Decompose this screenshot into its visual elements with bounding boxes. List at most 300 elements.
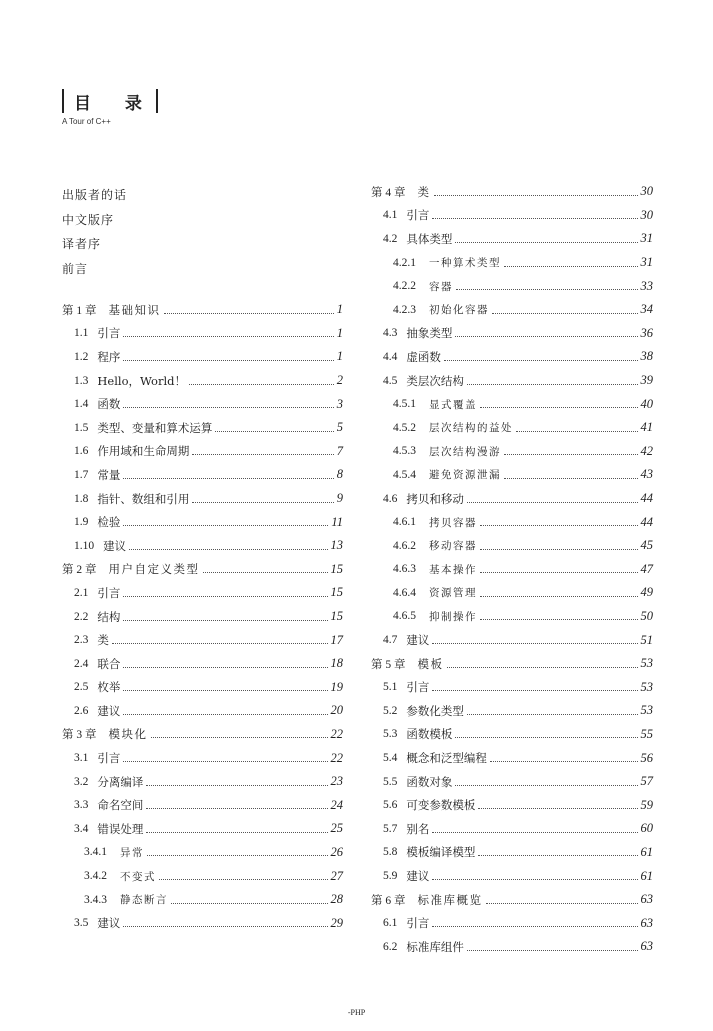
front-matter-item[interactable]: 前言 [62, 261, 89, 276]
toc-section-entry[interactable] [371, 487, 653, 511]
toc-entry-number: 6.2 [383, 940, 398, 953]
toc-entry-title: 虚函数 [406, 349, 441, 364]
toc-entry-number: 4.2.2 [393, 280, 416, 293]
toc-entry-page: 34 [640, 302, 653, 317]
toc-entry-number: 6.1 [383, 917, 398, 930]
toc-entry-page: 60 [640, 821, 653, 836]
toc-entry-title: 避免资源泄漏 [429, 469, 501, 482]
dot-leader [123, 406, 333, 408]
toc-entry-number: 5.9 [383, 870, 398, 883]
toc-entry-title: 作用域和生命周期 [97, 444, 190, 459]
toc-entry-number: 4.5.3 [393, 445, 416, 458]
toc-entry-number: 3.1 [74, 752, 89, 765]
dot-leader [467, 501, 638, 503]
toc-sub-entry[interactable] [62, 864, 343, 888]
toc-section-entry[interactable] [371, 911, 653, 935]
toc-entry-title: 引言 [97, 585, 121, 600]
toc-section-entry[interactable] [62, 581, 343, 605]
toc-entry-number: 3.3 [74, 799, 89, 812]
toc-entry-number: 5.4 [383, 752, 398, 765]
toc-entry-title: 引言 [406, 916, 430, 931]
dot-leader [146, 784, 327, 786]
toc-entry-number: 1.2 [74, 350, 89, 363]
toc-right-column [371, 180, 653, 959]
toc-entry-page: 1 [336, 302, 343, 317]
front-matter-list [62, 183, 127, 281]
dot-leader [432, 878, 637, 880]
dot-leader [504, 453, 638, 455]
toc-entry-page: 22 [330, 726, 343, 741]
toc-section-entry[interactable] [371, 770, 653, 794]
toc-entry-number: 5.8 [383, 846, 398, 859]
toc-entry-number: 第 6 章 [371, 894, 406, 907]
toc-entry-title: 引言 [97, 751, 121, 766]
toc-entry-number: 1.1 [74, 327, 89, 340]
toc-entry-page: 63 [640, 939, 653, 954]
toc-entry-title: 类 [417, 184, 431, 199]
toc-entry-page: 28 [330, 892, 343, 907]
toc-entry-number: 3.4.1 [84, 846, 107, 859]
dot-leader [164, 312, 334, 314]
toc-entry-title: 显式覆盖 [429, 398, 477, 411]
dot-leader [480, 406, 638, 408]
toc-sub-entry[interactable] [371, 581, 653, 605]
toc-entry-number: 1.6 [74, 445, 89, 458]
toc-entry-page: 47 [640, 561, 653, 576]
toc-entry-number: 3.4.3 [84, 893, 107, 906]
toc-entry-page: 19 [330, 679, 343, 694]
toc-chapter-entry[interactable] [62, 723, 343, 747]
toc-section-entry[interactable] [62, 628, 343, 652]
toc-entry-number: 4.6.4 [393, 586, 416, 599]
toc-entry-title: 建议 [97, 916, 121, 931]
dot-leader [455, 241, 637, 243]
toc-section-entry[interactable] [62, 652, 343, 676]
toc-section-entry[interactable] [371, 723, 653, 747]
toc-entry-number: 4.5.2 [393, 421, 416, 434]
dot-leader [123, 335, 333, 337]
dot-leader [504, 265, 638, 267]
toc-entry-page: 25 [330, 821, 343, 836]
toc-entry-title: Hello，World！ [97, 373, 186, 388]
toc-entry-page: 49 [640, 585, 653, 600]
toc-entry-title: 类型、变量和算术运算 [97, 420, 213, 435]
toc-entry-title: 类层次结构 [406, 373, 464, 388]
toc-entry-title: 标准库组件 [406, 939, 464, 954]
dot-leader [492, 312, 638, 314]
toc-section-entry[interactable] [371, 204, 653, 228]
toc-entry-page: 27 [330, 868, 343, 883]
toc-entry-page: 31 [640, 231, 653, 246]
toc-section-entry[interactable] [62, 487, 343, 511]
dot-leader [444, 359, 638, 361]
title-row [62, 88, 158, 114]
toc-entry-page: 59 [640, 797, 653, 812]
dot-leader [112, 642, 328, 644]
toc-entry-title: 错误处理 [97, 821, 144, 836]
toc-entry-title: 标准库概览 [417, 892, 483, 907]
toc-entry-number: 第 5 章 [371, 658, 406, 671]
toc-entry-page: 18 [330, 656, 343, 671]
toc-entry-number: 3.2 [74, 775, 89, 788]
toc-entry-page: 9 [336, 491, 343, 506]
dot-leader [480, 595, 638, 597]
toc-entry-number: 2.5 [74, 681, 89, 694]
toc-sub-entry[interactable] [371, 274, 653, 298]
toc-entry-title: 资源管理 [429, 587, 477, 600]
toc-entry-page: 51 [640, 632, 653, 647]
dot-leader [123, 925, 327, 927]
toc-entry-title: 类 [97, 633, 109, 648]
toc-entry-number: 3.5 [74, 917, 89, 930]
toc-section-entry[interactable] [371, 369, 653, 393]
toc-entry-number: 2.2 [74, 610, 89, 623]
toc-entry-number: 4.4 [383, 350, 398, 363]
toc-header [62, 88, 158, 126]
toc-entry-number: 4.5 [383, 374, 398, 387]
toc-entry-page: 38 [640, 349, 653, 364]
toc-section-entry[interactable] [371, 935, 653, 959]
toc-section-entry[interactable] [62, 793, 343, 817]
toc-entry-title: 检验 [97, 515, 121, 530]
toc-entry-page: 50 [640, 608, 653, 623]
dot-leader [171, 902, 328, 904]
dot-leader [504, 477, 638, 479]
toc-sub-entry[interactable] [371, 416, 653, 440]
title-right-bar [156, 89, 158, 113]
toc-entry-title: 静态断言 [120, 894, 168, 907]
toc-section-entry[interactable] [371, 793, 653, 817]
toc-section-entry[interactable] [62, 369, 343, 393]
dot-leader [455, 335, 637, 337]
toc-entry-page: 56 [640, 750, 653, 765]
toc-entry-title: 初始化容器 [429, 304, 489, 317]
toc-entry-title: 联合 [97, 656, 121, 671]
dot-leader [467, 949, 638, 951]
toc-entry-title: 抽象类型 [406, 326, 453, 341]
dot-leader [146, 831, 327, 833]
toc-sub-entry[interactable] [371, 558, 653, 582]
toc-entry-page: 22 [330, 750, 343, 765]
dot-leader [192, 501, 333, 503]
toc-section-entry[interactable] [371, 699, 653, 723]
toc-section-entry[interactable] [371, 345, 653, 369]
toc-entry-number: 第 2 章 [62, 564, 97, 577]
toc-entry-number: 4.1 [383, 209, 398, 222]
dot-leader [215, 430, 333, 432]
toc-chapter-entry[interactable] [62, 558, 343, 582]
toc-entry-number: 4.6.3 [393, 563, 416, 576]
toc-entry-page: 44 [640, 491, 653, 506]
toc-entry-page: 57 [640, 774, 653, 789]
dot-leader [432, 642, 637, 644]
toc-entry-page: 8 [336, 467, 343, 482]
toc-entry-title: 函数 [97, 397, 121, 412]
toc-entry-number: 5.3 [383, 728, 398, 741]
toc-entry-page: 53 [640, 656, 653, 671]
toc-entry-number: 5.7 [383, 822, 398, 835]
toc-entry-title: 模块化 [108, 727, 148, 742]
dot-leader [480, 524, 638, 526]
toc-entry-page: 31 [640, 255, 653, 270]
toc-entry-page: 61 [640, 844, 653, 859]
toc-section-entry[interactable] [371, 322, 653, 346]
dot-leader [480, 548, 638, 550]
toc-entry-number: 5.5 [383, 775, 398, 788]
toc-entry-number: 第 3 章 [62, 729, 97, 742]
toc-entry-page: 5 [336, 420, 343, 435]
toc-entry-title: 分离编译 [97, 774, 144, 789]
toc-entry-page: 20 [330, 703, 343, 718]
toc-section-entry[interactable] [371, 817, 653, 841]
dot-leader [123, 760, 327, 762]
toc-sub-entry[interactable] [62, 888, 343, 912]
toc-entry-page: 17 [330, 632, 343, 647]
toc-entry-page: 63 [640, 892, 653, 907]
toc-section-entry[interactable] [371, 746, 653, 770]
toc-entry-page: 1 [336, 349, 343, 364]
toc-entry-page: 7 [336, 443, 343, 458]
toc-entry-number: 4.5.1 [393, 398, 416, 411]
toc-entry-number: 第 4 章 [371, 186, 406, 199]
toc-entry-number: 4.3 [383, 327, 398, 340]
toc-entry-title: 异常 [120, 846, 144, 859]
toc-entry-number: 4.2.3 [393, 303, 416, 316]
toc-entry-title: 一种算术类型 [429, 257, 501, 270]
dot-leader [192, 453, 333, 455]
toc-entry-page: 55 [640, 726, 653, 741]
toc-section-entry[interactable] [62, 911, 343, 935]
front-matter-item[interactable]: 译者序 [62, 237, 102, 251]
toc-entry-number: 1.4 [74, 398, 89, 411]
toc-entry-title: 别名 [406, 821, 430, 836]
dot-leader [147, 854, 328, 856]
toc-section-entry[interactable] [62, 817, 343, 841]
toc-entry-number: 4.6.1 [393, 516, 416, 529]
dot-leader [432, 689, 637, 691]
toc-entry-page: 40 [640, 396, 653, 411]
dot-leader [434, 194, 638, 196]
toc-section-entry[interactable] [62, 510, 343, 534]
toc-entry-title: 模板编译模型 [406, 845, 476, 860]
toc-chapter-entry[interactable] [62, 298, 343, 322]
toc-entry-page: 39 [640, 373, 653, 388]
toc-sub-entry[interactable] [371, 605, 653, 629]
toc-entry-page: 33 [640, 278, 653, 293]
toc-sub-entry[interactable] [371, 534, 653, 558]
dot-leader [478, 807, 637, 809]
toc-section-entry[interactable] [62, 676, 343, 700]
toc-sub-entry[interactable] [62, 841, 343, 865]
toc-entry-title: 具体类型 [406, 231, 453, 246]
toc-entry-page: 61 [640, 868, 653, 883]
toc-entry-title: 不变式 [120, 870, 156, 883]
dot-leader [478, 854, 637, 856]
toc-entry-title: 枚举 [97, 680, 121, 695]
toc-entry-number: 5.6 [383, 799, 398, 812]
toc-entry-title: 建议 [103, 538, 127, 553]
front-matter-item[interactable]: 出版者的话 [62, 188, 128, 202]
dot-leader [123, 524, 328, 526]
dot-leader [456, 288, 638, 290]
toc-entry-page: 15 [330, 561, 343, 576]
toc-entry-title: 移动容器 [429, 540, 477, 553]
toc-entry-page: 45 [640, 538, 653, 553]
toc-entry-title: 抑制操作 [429, 610, 477, 623]
toc-sub-entry[interactable] [371, 510, 653, 534]
toc-section-entry[interactable] [371, 864, 653, 888]
toc-entry-title: 层次结构漫游 [429, 445, 501, 458]
toc-entry-title: 参数化类型 [406, 703, 464, 718]
toc-entry-page: 29 [330, 915, 343, 930]
toc-section-entry[interactable] [62, 770, 343, 794]
toc-entry-page: 41 [640, 420, 653, 435]
toc-entry-page: 23 [330, 774, 343, 789]
toc-entry-number: 5.1 [383, 681, 398, 694]
toc-section-entry[interactable] [62, 345, 343, 369]
page-subtitle: A Tour of C++ [62, 117, 111, 126]
toc-section-entry[interactable] [62, 416, 343, 440]
toc-section-entry[interactable] [62, 534, 343, 558]
toc-entry-number: 4.6.5 [393, 610, 416, 623]
toc-entry-number: 1.8 [74, 492, 89, 505]
dot-leader [467, 713, 638, 715]
toc-section-entry[interactable] [371, 227, 653, 251]
toc-entry-page: 30 [640, 184, 653, 199]
dot-leader [123, 595, 327, 597]
dot-leader [189, 383, 334, 385]
toc-section-entry[interactable] [62, 322, 343, 346]
toc-sub-entry[interactable] [371, 392, 653, 416]
toc-entry-title: 结构 [97, 609, 121, 624]
dot-leader [480, 571, 638, 573]
toc-sub-entry[interactable] [371, 298, 653, 322]
toc-entry-number: 3.4 [74, 822, 89, 835]
toc-entry-number: 第 1 章 [62, 304, 97, 317]
dot-leader [432, 925, 637, 927]
toc-sub-entry[interactable] [371, 463, 653, 487]
toc-entry-page: 2 [336, 373, 343, 388]
page-title: 目 录 [74, 93, 156, 114]
toc-entry-page: 11 [331, 514, 343, 529]
toc-entry-title: 模板 [417, 656, 444, 671]
toc-entry-number: 1.10 [74, 539, 95, 552]
toc-entry-title: 建议 [406, 633, 430, 648]
dot-leader [146, 807, 327, 809]
toc-entry-page: 13 [330, 538, 343, 553]
dot-leader [123, 477, 333, 479]
dot-leader [490, 760, 638, 762]
toc-entry-title: 函数模板 [406, 727, 453, 742]
toc-entry-number: 3.4.2 [84, 870, 107, 883]
toc-entry-title: 指针、数组和引用 [97, 491, 190, 506]
page-footer: -PHP [347, 1008, 366, 1017]
toc-entry-page: 43 [640, 467, 653, 482]
toc-sub-entry[interactable] [371, 251, 653, 275]
toc-entry-page: 15 [330, 585, 343, 600]
toc-entry-number: 1.3 [74, 374, 89, 387]
toc-entry-number: 2.4 [74, 657, 89, 670]
toc-entry-title: 用户自定义类型 [108, 562, 200, 577]
toc-entry-title: 引言 [406, 208, 430, 223]
toc-entry-page: 36 [640, 325, 653, 340]
toc-entry-number: 4.2.1 [393, 256, 416, 269]
dot-leader [455, 736, 637, 738]
toc-section-entry[interactable] [371, 675, 653, 699]
toc-section-entry[interactable] [371, 628, 653, 652]
dot-leader [516, 430, 638, 432]
toc-entry-title: 拷贝容器 [429, 516, 477, 529]
toc-left-column [62, 298, 343, 935]
toc-section-entry[interactable] [62, 605, 343, 629]
toc-entry-title: 函数对象 [406, 774, 453, 789]
toc-entry-page: 1 [336, 325, 343, 340]
dot-leader [447, 666, 638, 668]
toc-chapter-entry[interactable] [371, 888, 653, 912]
toc-entry-title: 概念和泛型编程 [406, 751, 487, 766]
toc-entry-page: 44 [640, 514, 653, 529]
toc-entry-number: 1.9 [74, 516, 89, 529]
toc-entry-page: 63 [640, 915, 653, 930]
toc-entry-number: 1.5 [74, 421, 89, 434]
toc-entry-page: 42 [640, 443, 653, 458]
toc-entry-title: 引言 [406, 680, 430, 695]
toc-section-entry[interactable] [371, 841, 653, 865]
toc-entry-number: 4.7 [383, 634, 398, 647]
toc-entry-title: 层次结构的益处 [429, 422, 513, 435]
dot-leader [129, 548, 327, 550]
dot-leader [123, 689, 327, 691]
toc-section-entry[interactable] [62, 440, 343, 464]
toc-entry-page: 30 [640, 207, 653, 222]
dot-leader [203, 571, 328, 573]
toc-chapter-entry[interactable] [371, 180, 653, 204]
dot-leader [455, 784, 637, 786]
toc-entry-title: 程序 [97, 349, 121, 364]
toc-section-entry[interactable] [62, 392, 343, 416]
toc-entry-title: 容器 [429, 280, 453, 293]
front-matter-item[interactable]: 中文版序 [62, 212, 115, 227]
toc-entry-number: 2.1 [74, 586, 89, 599]
dot-leader [486, 902, 638, 904]
toc-entry-number: 1.7 [74, 468, 89, 481]
toc-entry-title: 命名空间 [97, 798, 144, 813]
toc-entry-number: 2.6 [74, 704, 89, 717]
dot-leader [123, 359, 333, 361]
dot-leader [467, 383, 638, 385]
dot-leader [123, 619, 327, 621]
toc-section-entry[interactable] [62, 463, 343, 487]
toc-entry-number: 4.6.2 [393, 539, 416, 552]
toc-entry-title: 拷贝和移动 [406, 491, 464, 506]
dot-leader [123, 713, 327, 715]
toc-sub-entry[interactable] [371, 440, 653, 464]
toc-entry-number: 2.3 [74, 634, 89, 647]
toc-entry-title: 建议 [97, 703, 121, 718]
toc-entry-title: 引言 [97, 326, 121, 341]
toc-chapter-entry[interactable] [371, 652, 653, 676]
toc-entry-page: 24 [330, 797, 343, 812]
toc-section-entry[interactable] [62, 699, 343, 723]
toc-entry-title: 建议 [406, 869, 430, 884]
toc-entry-number: 4.6 [383, 492, 398, 505]
toc-section-entry[interactable] [62, 746, 343, 770]
toc-entry-page: 53 [640, 703, 653, 718]
dot-leader [159, 878, 328, 880]
dot-leader [480, 618, 638, 620]
dot-leader [123, 666, 327, 668]
toc-entry-title: 基本操作 [429, 563, 477, 576]
